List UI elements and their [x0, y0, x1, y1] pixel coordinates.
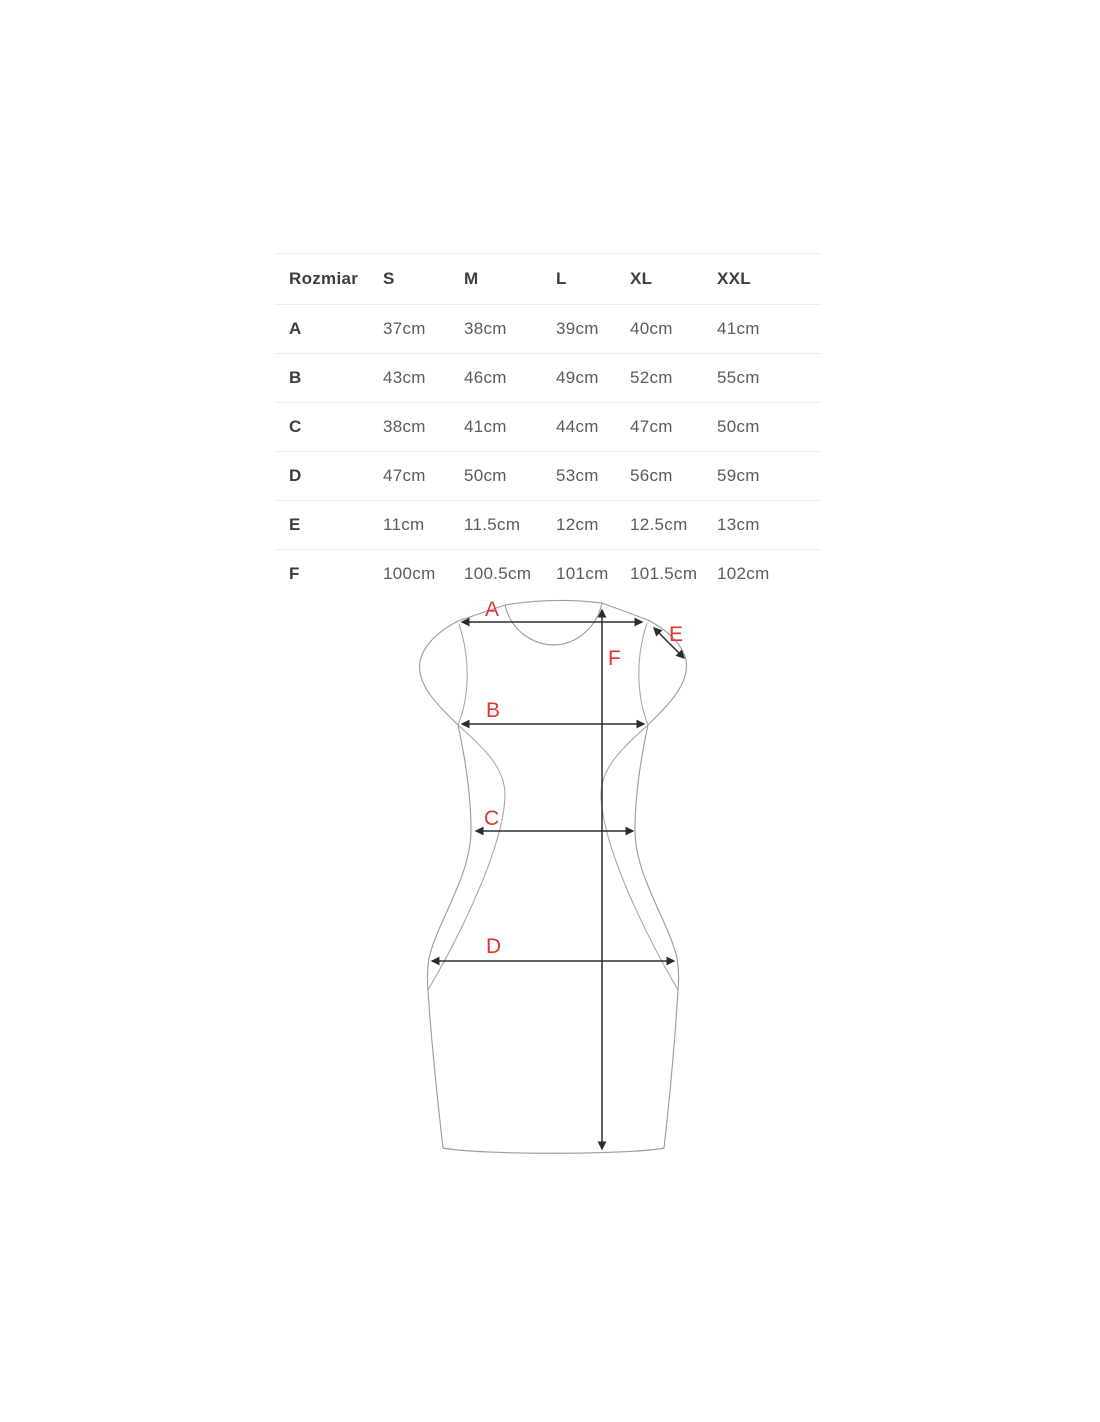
body-side-left	[427, 725, 471, 1148]
size-value: 56cm	[630, 466, 673, 485]
size-value: 50cm	[464, 466, 507, 485]
column-header-xl: XL	[630, 269, 653, 288]
size-value: 43cm	[383, 368, 426, 387]
column-header-s: S	[383, 269, 395, 288]
size-value: 38cm	[464, 319, 507, 338]
row-label: D	[289, 466, 302, 485]
size-value: 52cm	[630, 368, 673, 387]
size-value: 47cm	[630, 417, 673, 436]
size-value: 53cm	[556, 466, 599, 485]
size-value: 11.5cm	[464, 515, 521, 534]
size-value: 41cm	[717, 319, 760, 338]
size-value: 47cm	[383, 466, 426, 485]
shoulder-right	[602, 603, 648, 620]
row-label: A	[289, 319, 302, 338]
column-header-m: M	[464, 269, 479, 288]
size-value: 39cm	[556, 319, 599, 338]
size-value: 100.5cm	[464, 564, 532, 583]
neckline-scoop	[505, 603, 602, 645]
measure-label-d: D	[486, 935, 502, 958]
measure-label-f: F	[608, 647, 621, 670]
body-side-right	[635, 725, 679, 1148]
row-label: C	[289, 417, 302, 436]
size-value: 12cm	[556, 515, 599, 534]
column-header-l: L	[556, 269, 567, 288]
size-value: 44cm	[556, 417, 599, 436]
size-value: 46cm	[464, 368, 507, 387]
column-header-xxl: XXL	[717, 269, 751, 288]
armhole-right	[639, 623, 648, 725]
size-value: 59cm	[717, 466, 760, 485]
neckline-back	[505, 600, 602, 605]
size-value: 11cm	[383, 515, 425, 534]
size-value: 101.5cm	[630, 564, 698, 583]
princess-seam-right	[601, 725, 678, 990]
size-value: 12.5cm	[630, 515, 688, 534]
dress-outline	[420, 600, 687, 1153]
dress-seams	[428, 623, 678, 990]
armhole-left	[458, 624, 467, 725]
size-value: 49cm	[556, 368, 599, 387]
column-header-rozmiar: Rozmiar	[289, 269, 359, 288]
size-value: 102cm	[717, 564, 770, 583]
measure-label-b: B	[486, 699, 501, 722]
measure-label-e: E	[669, 623, 684, 646]
size-value: 55cm	[717, 368, 760, 387]
measure-label-c: C	[484, 807, 500, 830]
size-value: 38cm	[383, 417, 426, 436]
size-value: 13cm	[717, 515, 760, 534]
measure-label-a: A	[485, 598, 500, 621]
size-value: 50cm	[717, 417, 760, 436]
row-label: E	[289, 515, 301, 534]
size-value: 40cm	[630, 319, 673, 338]
size-value: 101cm	[556, 564, 609, 583]
sleeve-left	[420, 621, 458, 725]
measurement-arrows	[432, 610, 684, 1149]
measurement-labels	[484, 598, 683, 958]
row-label: B	[289, 368, 302, 387]
size-value: 41cm	[464, 417, 507, 436]
row-label: F	[289, 564, 300, 583]
hem-line	[443, 1148, 664, 1153]
size-value: 37cm	[383, 319, 426, 338]
size-value: 100cm	[383, 564, 436, 583]
